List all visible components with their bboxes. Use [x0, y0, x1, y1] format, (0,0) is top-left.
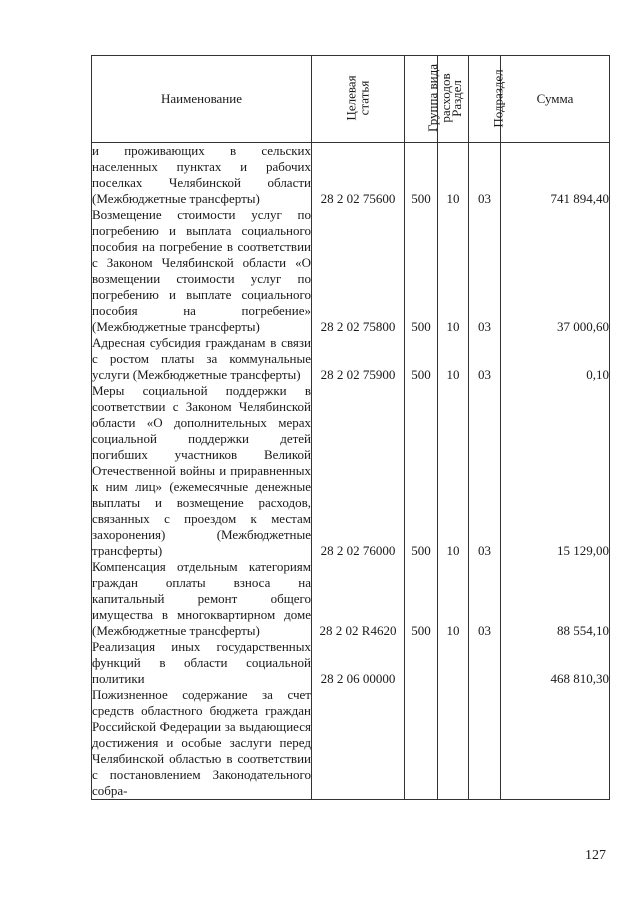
row-group: 500	[405, 383, 438, 559]
row-sum: 88 554,10	[501, 559, 610, 639]
row-sum: 741 894,40	[501, 143, 610, 208]
row-group: 500	[405, 559, 438, 639]
row-section: 10	[438, 143, 469, 208]
row-code: 28 2 02 76000	[312, 383, 405, 559]
table-row	[92, 383, 610, 559]
row-subsection: 03	[469, 559, 501, 639]
row-group	[405, 639, 438, 687]
row-sum	[501, 687, 610, 800]
header-name: Наименование	[92, 56, 312, 143]
table-row	[92, 143, 610, 208]
row-group: 500	[405, 335, 438, 383]
header-sum: Сумма	[501, 56, 610, 143]
row-group: 500	[405, 143, 438, 208]
row-sum: 15 129,00	[501, 383, 610, 559]
row-section: 10	[438, 559, 469, 639]
row-name: Компенсация отдельным категориям граждан оплаты взноса на капитальный ремонт общего имущества в многоквартирном доме (Межбюджетные трансферты)	[92, 559, 311, 638]
header-group: Группа вида расходов	[405, 56, 438, 143]
table-header-row	[92, 56, 610, 143]
budget-table	[91, 55, 610, 800]
row-group: 500	[405, 207, 438, 335]
row-section: 10	[438, 207, 469, 335]
row-code: 28 2 06 00000	[312, 639, 405, 687]
header-code: Целевая статья	[312, 56, 405, 143]
row-section	[438, 687, 469, 800]
table-row	[92, 207, 610, 335]
row-name: Меры социальной поддержки в соответствии с Законом Челябинской области «О дополнительных мерах социальной поддержки детей погибших участников Великой Отечественной войны и приравненных к ним лиц» (ежемесячные денежные выплаты и возмещение расходов, связанных с проездом к местам захоронения) (Межбюджетные трансферты)	[92, 383, 311, 558]
row-sum: 468 810,30	[501, 639, 610, 687]
row-subsection: 03	[469, 207, 501, 335]
row-subsection	[469, 639, 501, 687]
row-code: 28 2 02 R4620	[312, 559, 405, 639]
row-name: Адресная субсидия гражданам в связи с ростом платы за коммунальные услуги (Межбюджетные трансферты)	[92, 335, 311, 382]
row-section	[438, 639, 469, 687]
table-row	[92, 335, 610, 383]
row-section: 10	[438, 383, 469, 559]
row-code: 28 2 02 75900	[312, 335, 405, 383]
row-subsection: 03	[469, 383, 501, 559]
row-name: Реализация иных государственных функций в области социальной политики	[92, 639, 311, 686]
row-name: Возмещение стоимости услуг по погребению и выплата социального пособия на погребение в соответствии с Законом Челябинской области «О возмещении стоимости услуг по погребению и выплате социального пособия на погребение» (Межбюджетные трансферты)	[92, 207, 311, 334]
row-code: 28 2 02 75800	[312, 207, 405, 335]
page-number: 127	[585, 848, 606, 863]
row-sum: 37 000,60	[501, 207, 610, 335]
header-subsection: Подраздел	[469, 56, 501, 143]
row-section: 10	[438, 335, 469, 383]
table-row	[92, 639, 610, 687]
row-subsection: 03	[469, 143, 501, 208]
row-name: Пожизненное содержание за счет средств областного бюджета граждан Российской Федерации за выдающиеся достижения и особые заслуги перед Челябинской областью в соответствии с постановлением Законодательного собра-	[92, 687, 311, 798]
header-section: Раздел	[438, 56, 469, 143]
table-row	[92, 687, 610, 800]
row-subsection: 03	[469, 335, 501, 383]
row-sum: 0,10	[501, 335, 610, 383]
row-code	[312, 687, 405, 800]
row-name: и проживающих в сельских населенных пунктах и рабочих поселках Челябинской области (Межбюджетные трансферты)	[92, 143, 311, 206]
row-code: 28 2 02 75600	[312, 143, 405, 208]
table-row	[92, 559, 610, 639]
row-group	[405, 687, 438, 800]
row-subsection	[469, 687, 501, 800]
